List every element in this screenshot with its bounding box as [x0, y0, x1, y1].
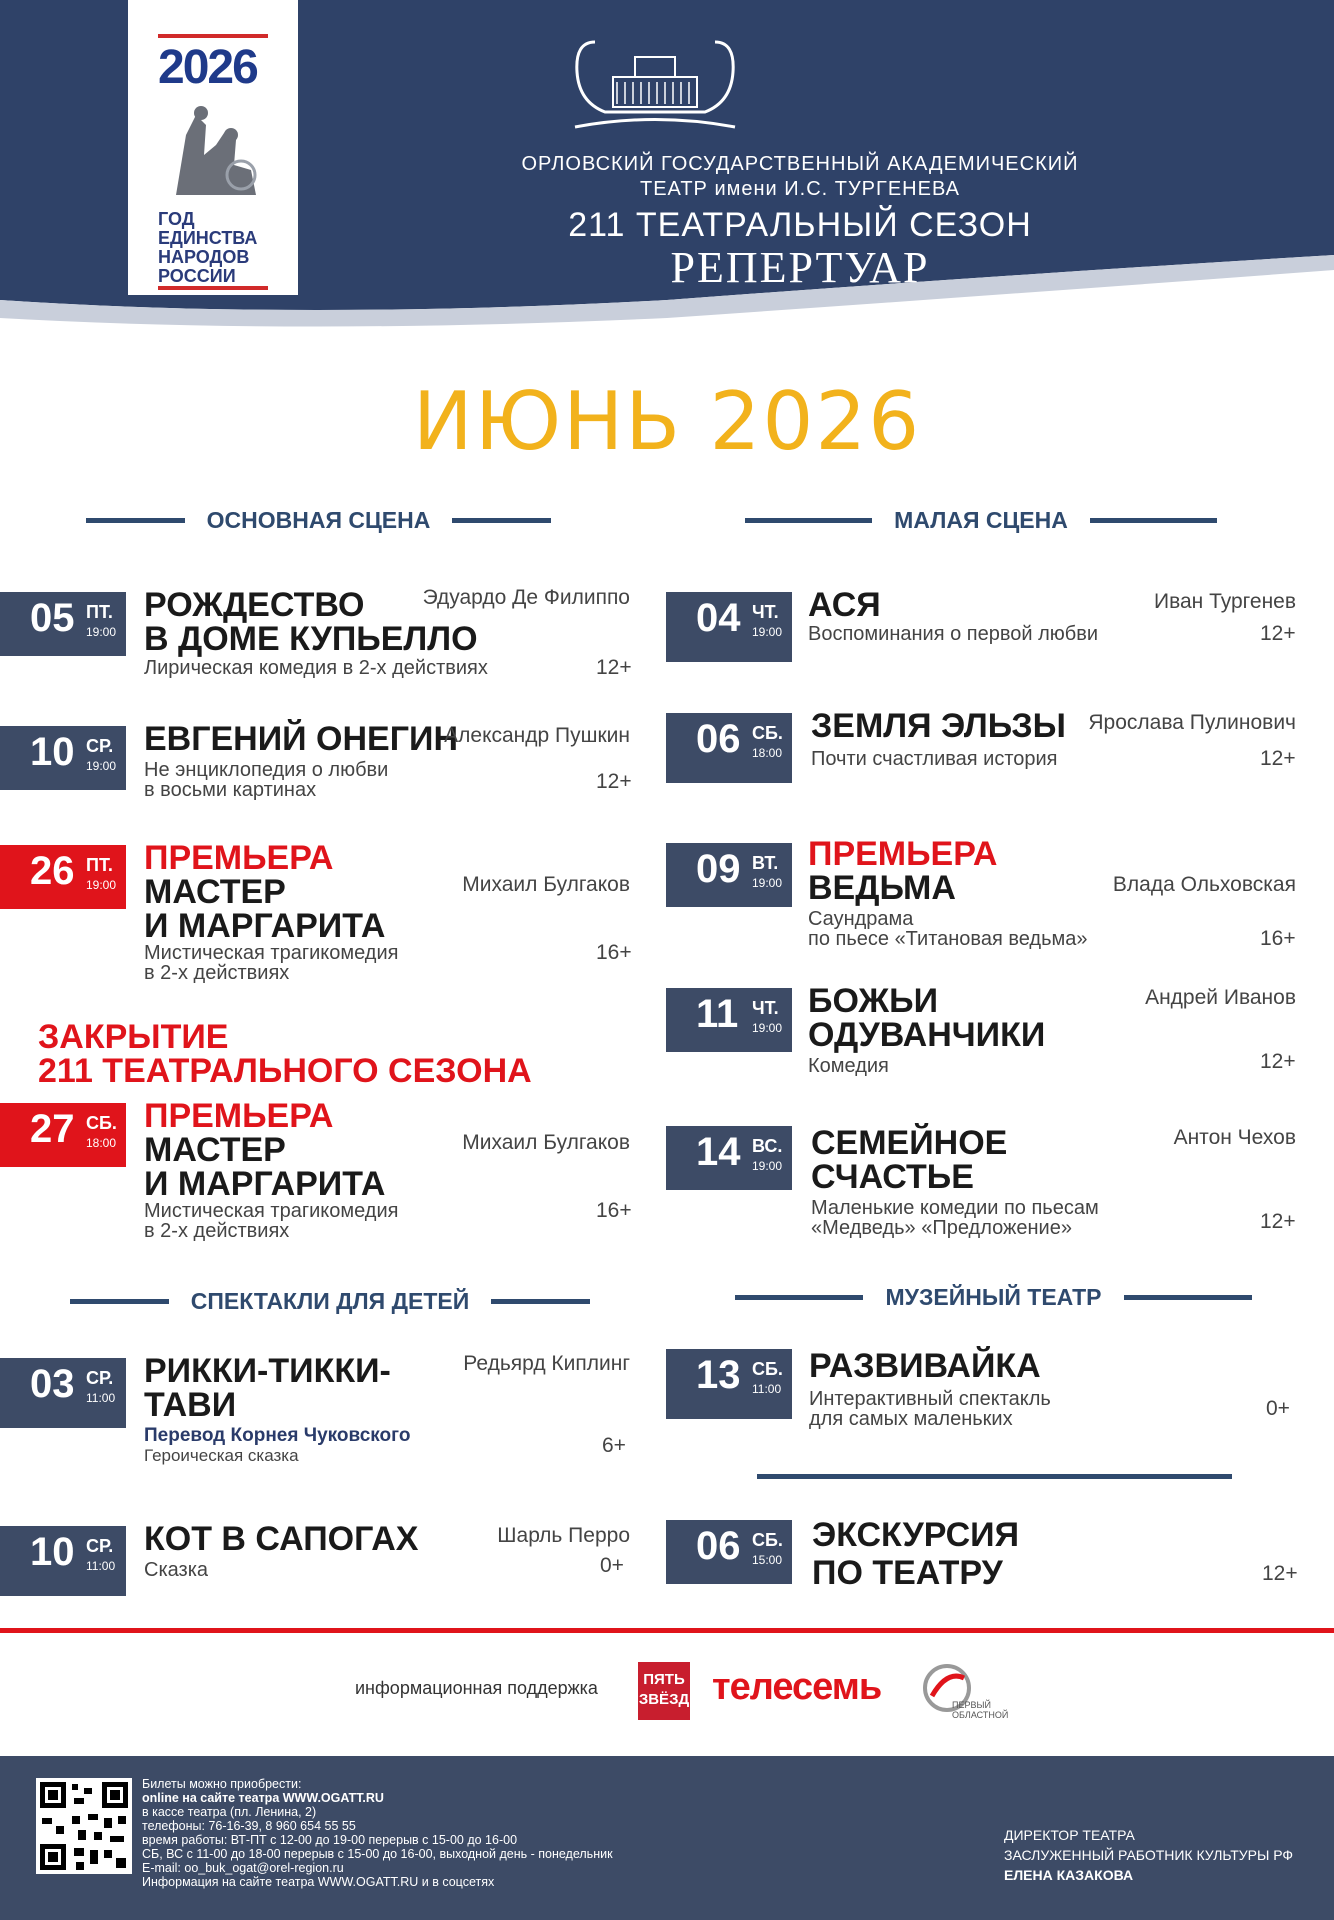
qr-code[interactable] — [36, 1778, 132, 1874]
event-author: Михаил Булгаков — [462, 1131, 630, 1154]
month-title: ИЮНЬ 2026 — [412, 375, 922, 468]
event-title: ЗЕМЛЯ ЭЛЬЗЫ — [811, 707, 1066, 745]
event-subtitle: Не энциклопедия о любви в восьми картинах — [144, 759, 389, 801]
date-box: 10 СР. 11:00 — [0, 1526, 126, 1596]
event-small-04[interactable] — [666, 586, 1306, 712]
date-box: 06 СБ. 18:00 — [666, 713, 792, 783]
event-subtitle: Саундрама по пьесе «Титановая ведьма» — [808, 908, 1088, 950]
header — [0, 0, 1334, 330]
date-box: 10 СР. 19:00 — [0, 726, 126, 790]
age-rating: 12+ — [1260, 747, 1296, 770]
footer-line-6: СБ, ВС с 11-00 до 18-00 перерыв с 15-00 до 16-00, выходной день - понедельник — [142, 1847, 613, 1861]
theatre-name-line1: ОРЛОВСКИЙ ГОСУДАРСТВЕННЫЙ АКАДЕМИЧЕСКИЙ — [521, 153, 1079, 175]
event-author: Шарль Перро — [497, 1524, 630, 1547]
age-rating: 12+ — [1262, 1562, 1298, 1585]
event-small-14[interactable] — [666, 1126, 1306, 1256]
event-museum-13[interactable] — [666, 1349, 1306, 1469]
footer-line-2[interactable]: online на сайте театра WWW.OGATT.RU — [142, 1791, 384, 1805]
event-title: БОЖЬИ ОДУВАНЧИКИ — [808, 982, 1046, 1054]
event-small-09[interactable] — [666, 835, 1306, 973]
age-rating: 0+ — [1266, 1397, 1290, 1420]
footer-line-4: телефоны: 76-16-39, 8 960 654 55 55 — [142, 1819, 356, 1833]
event-subtitle: Лирическая комедия в 2-х действиях — [144, 657, 488, 679]
age-rating: 12+ — [1260, 1050, 1296, 1073]
telesem-logo[interactable]: телесемь — [712, 1666, 882, 1708]
event-author: Влада Ольховская — [1112, 873, 1296, 896]
director-title: ДИРЕКТОР ТЕАТРА — [1004, 1827, 1135, 1843]
footer-line-3: в кассе театра (пл. Ленина, 2) — [142, 1805, 317, 1819]
event-subtitle: Маленькие комедии по пьесам «Медведь» «Предложение» — [811, 1197, 1099, 1239]
event-author: Ярослава Пулинович — [1088, 711, 1296, 734]
event-translation: Перевод Корнея Чуковского — [144, 1425, 411, 1446]
event-small-11[interactable] — [666, 982, 1306, 1108]
event-author: Александр Пушкин — [444, 724, 630, 747]
section-museum: МУЗЕЙНЫЙ ТЕАТР — [735, 1282, 1252, 1312]
event-subtitle: Почти счастливая история — [811, 748, 1058, 770]
age-rating: 12+ — [596, 656, 632, 679]
age-rating: 16+ — [596, 941, 632, 964]
event-title: МАСТЕР И МАРГАРИТА — [144, 873, 386, 945]
logo-year: 2026 — [158, 41, 257, 94]
premiere-label: ПРЕМЬЕРА — [144, 1097, 334, 1135]
event-title: МАСТЕР И МАРГАРИТА — [144, 1131, 386, 1203]
section-children: СПЕКТАКЛИ ДЛЯ ДЕТЕЙ — [70, 1286, 590, 1316]
red-divider — [0, 1628, 1334, 1633]
event-main-10[interactable] — [0, 720, 640, 846]
age-rating: 12+ — [1260, 622, 1296, 645]
age-rating: 6+ — [602, 1434, 626, 1457]
date-box: 06 СБ. 15:00 — [666, 1520, 792, 1584]
date-box: 04 ЧТ. 19:00 — [666, 592, 792, 662]
event-author: Андрей Иванов — [1145, 986, 1296, 1009]
date-box: 26 ПТ. 19:00 — [0, 845, 126, 909]
event-subtitle: Мистическая трагикомедия в 2-х действиях — [144, 1200, 399, 1242]
event-museum-06[interactable] — [666, 1516, 1306, 1640]
director-name: ЕЛЕНА КАЗАКОВА — [1004, 1867, 1134, 1883]
event-author: Редьярд Киплинг — [463, 1352, 630, 1375]
date-box: 05 ПТ. 19:00 — [0, 592, 126, 656]
event-subtitle: Мистическая трагикомедия в 2-х действиях — [144, 942, 399, 984]
year-of-unity-logo — [128, 0, 298, 295]
event-author: Антон Чехов — [1173, 1126, 1296, 1149]
event-children-03[interactable] — [0, 1352, 640, 1478]
event-title: РАЗВИВАЙКА — [809, 1347, 1041, 1385]
season-title: 211 ТЕАТРАЛЬНЫЙ СЕЗОН — [568, 206, 1032, 244]
date-box: 13 СБ. 11:00 — [666, 1349, 792, 1419]
age-rating: 12+ — [596, 770, 632, 793]
footer-line-8: Информация на сайте театра WWW.OGATT.RU и в соцсетях — [142, 1875, 495, 1889]
museum-divider — [757, 1474, 1232, 1479]
event-main-26[interactable] — [0, 839, 640, 995]
event-subtitle: Комедия — [808, 1055, 889, 1077]
repertoire-title: РЕПЕРТУАР — [670, 243, 930, 292]
event-small-06[interactable] — [666, 707, 1306, 833]
first-regional-caption: ПЕРВЫЙ ОБЛАСТНОЙ — [952, 1700, 1009, 1720]
event-author: Михаил Булгаков — [462, 873, 630, 896]
age-rating: 12+ — [1260, 1210, 1296, 1233]
event-subtitle: Воспоминания о первой любви — [808, 623, 1099, 645]
event-title: ЕВГЕНИЙ ОНЕГИН — [144, 720, 459, 758]
logo-caption: ГОД ЕДИНСТВА НАРОДОВ РОССИИ — [158, 209, 258, 286]
season-closing-label: ЗАКРЫТИЕ 211 ТЕАТРАЛЬНОГО СЕЗОНА — [38, 1018, 532, 1090]
director-rank: ЗАСЛУЖЕННЫЙ РАБОТНИК КУЛЬТУРЫ РФ — [1004, 1847, 1294, 1863]
date-box: 03 СР. 11:00 — [0, 1358, 126, 1428]
five-stars-logo[interactable]: ПЯТЬ ЗВЁЗД — [638, 1662, 690, 1720]
section-small-stage: МАЛАЯ СЦЕНА — [745, 505, 1217, 535]
event-author: Иван Тургенев — [1153, 590, 1296, 613]
date-box: 14 ВС. 19:00 — [666, 1126, 792, 1190]
event-title: АСЯ — [808, 586, 881, 624]
footer-email[interactable]: E-mail: oo_buk_ogat@orel-region.ru — [142, 1861, 344, 1875]
event-title: ВЕДЬМА — [808, 869, 956, 907]
theatre-building-emblem — [565, 32, 745, 142]
event-title: РИККИ-ТИККИ- ТАВИ — [144, 1352, 391, 1424]
event-title: СЕМЕЙНОЕ СЧАСТЬЕ — [811, 1124, 1008, 1196]
section-main-stage: ОСНОВНАЯ СЦЕНА — [86, 505, 551, 535]
date-box: 09 ВТ. 19:00 — [666, 843, 792, 907]
event-title: ЭКСКУРСИЯ ПО ТЕАТРУ — [812, 1516, 1020, 1592]
event-subtitle: Героическая сказка — [144, 1446, 299, 1465]
event-title: КОТ В САПОГАХ — [144, 1520, 419, 1558]
date-box: 27 СБ. 18:00 — [0, 1103, 126, 1167]
footer-line-1: Билеты можно приобрести: — [142, 1777, 302, 1791]
age-rating: 16+ — [596, 1199, 632, 1222]
event-main-27[interactable] — [0, 1097, 640, 1253]
theatre-name-line2: ТЕАТР имени И.С. ТУРГЕНЕВА — [640, 178, 960, 200]
premiere-label: ПРЕМЬЕРА — [144, 839, 334, 877]
premiere-label: ПРЕМЬЕРА — [808, 835, 998, 873]
age-rating: 16+ — [1260, 927, 1296, 950]
monument-icon — [156, 95, 266, 200]
age-rating: 0+ — [600, 1554, 624, 1577]
info-support-label: информационная поддержка — [355, 1678, 598, 1698]
qr-pattern — [36, 1778, 132, 1874]
event-main-05[interactable] — [0, 586, 640, 712]
event-author: Эдуардо Де Филиппо — [422, 586, 630, 609]
footer — [0, 1756, 1334, 1920]
footer-line-5: время работы: ВТ-ПТ с 12-00 до 19-00 перерыв с 15-00 до 16-00 — [142, 1833, 518, 1847]
event-title: РОЖДЕСТВО В ДОМЕ КУПЬЕЛЛО — [144, 586, 478, 658]
event-subtitle: Интерактивный спектакль для самых маленьких — [809, 1388, 1051, 1430]
date-box: 11 ЧТ. 19:00 — [666, 988, 792, 1052]
event-subtitle: Сказка — [144, 1559, 209, 1581]
